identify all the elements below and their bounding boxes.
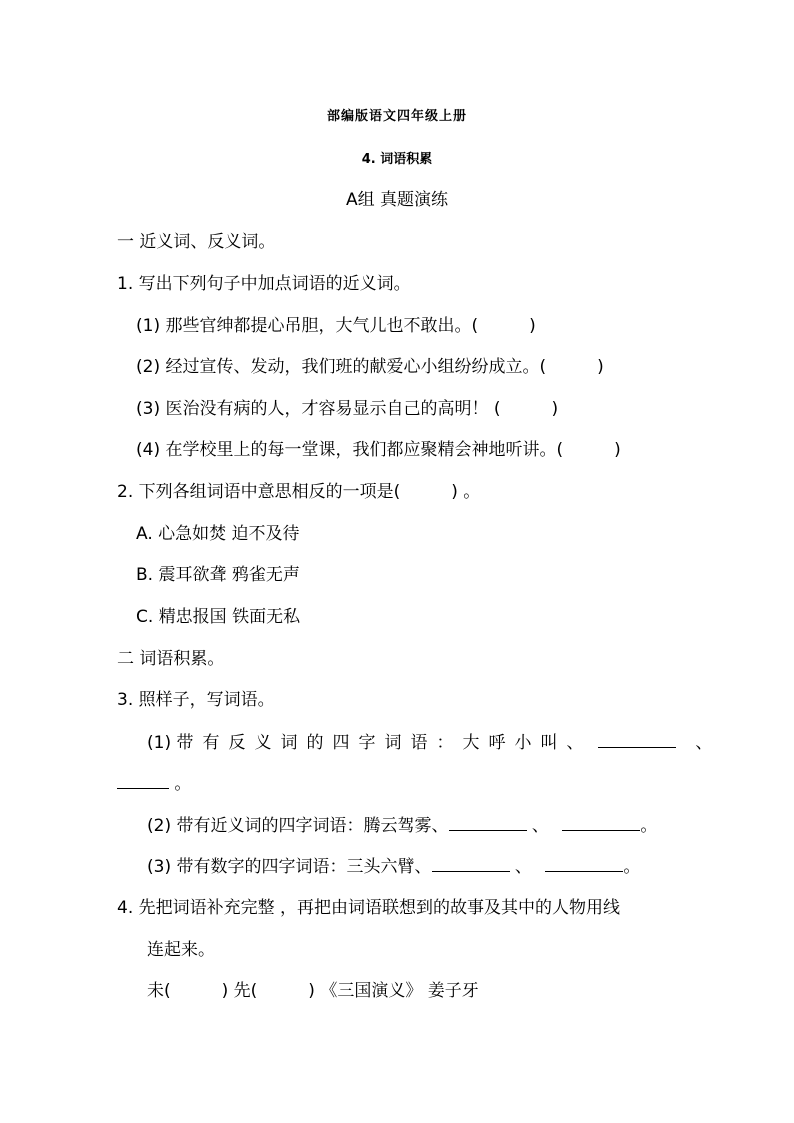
q3-item-3 — [147, 855, 640, 878]
q4-prompt-line-2: 连起来。 — [147, 940, 215, 960]
q1-item-1-num: (1) — [136, 316, 161, 336]
q3-item-2-num: (2) — [147, 816, 172, 836]
q2-option-b — [136, 564, 300, 586]
q1-item-2-text: 经过宣传、发动，我们班的献爱心小组纷纷成立。( ) — [165, 357, 604, 377]
q2-option-a-text: 心急如焚 迫不及待 — [158, 524, 300, 544]
q3-item-1-text: 带有反义词的四字词语：大呼小叫、 — [176, 733, 593, 753]
q3-prompt: 3. 照样子，写词语。 — [117, 690, 275, 710]
q3-item-3-blank-2[interactable] — [545, 855, 623, 872]
q1-item-3-text: 医治没有病的人，才容易显示自己的高明！ ( ) — [165, 399, 559, 419]
q3-item-1-continued — [117, 772, 191, 795]
q3-item-2-text: 带有近义词的四字词语：腾云驾雾、 — [176, 816, 449, 836]
q2-prompt: 2. 下列各组词语中意思相反的一项是( ) 。 — [117, 482, 481, 502]
q2-option-b-text: 震耳欲聋 鸦雀无声 — [158, 565, 300, 585]
q3-item-1-blank-1[interactable] — [598, 731, 676, 748]
q3-item-2-end: 。 — [640, 816, 658, 836]
q3-item-2-separator: 、 — [531, 816, 549, 836]
q3-item-2-blank-2[interactable] — [562, 814, 640, 831]
q1-item-4 — [136, 439, 621, 461]
q3-item-3-text: 带有数字的四字词语：三头六臂、 — [176, 857, 432, 877]
q2-option-b-label: B. — [136, 565, 154, 585]
document-title: 部编版语文四年级上册 — [326, 109, 467, 124]
lesson-title: 4. 词语积累 — [361, 152, 433, 167]
q3-item-1 — [147, 731, 712, 754]
q3-item-2-blank-1[interactable] — [449, 814, 527, 831]
q3-item-3-end: 。 — [623, 857, 641, 877]
q2-option-a — [136, 523, 300, 545]
q3-item-1-separator: 、 — [695, 733, 713, 753]
q1-item-3-num: (3) — [136, 399, 161, 419]
q1-item-3 — [136, 398, 558, 420]
group-heading: A组 真题演练 — [345, 190, 449, 210]
q1-item-4-text: 在学校里上的每一堂课，我们都应聚精会神地听讲。( ) — [165, 440, 621, 460]
q3-item-1-num: (1) — [147, 733, 172, 753]
q2-option-a-label: A. — [136, 524, 153, 544]
q1-item-1 — [136, 315, 536, 337]
q2-option-c — [136, 606, 300, 628]
q1-item-1-text: 那些官绅都提心吊胆，大气儿也不敢出。( ) — [165, 316, 536, 336]
q4-prompt-line-1: 4. 先把词语补充完整 ，再把由词语联想到的故事及其中的人物用线 — [117, 898, 621, 918]
q3-item-3-separator: 、 — [514, 857, 532, 877]
section1-heading: 一 近义词、反义词。 — [117, 232, 276, 252]
q2-option-c-text: 精忠报国 铁面无私 — [158, 607, 301, 627]
q1-item-4-num: (4) — [136, 440, 161, 460]
q1-prompt: 1. 写出下列句子中加点词语的近义词。 — [117, 274, 411, 294]
q3-item-1-end: 。 — [174, 774, 192, 794]
q3-item-1-blank-2[interactable] — [117, 772, 169, 789]
q2-option-c-label: C. — [136, 607, 154, 627]
q3-item-2 — [147, 814, 657, 837]
q4-matching-row: 未( ) 先( ) 《三国演义》 姜子牙 — [147, 981, 479, 1001]
q1-item-2 — [136, 356, 604, 378]
q1-item-2-num: (2) — [136, 357, 161, 377]
q3-item-3-num: (3) — [147, 857, 172, 877]
section2-heading: 二 词语积累。 — [117, 649, 225, 669]
q3-item-3-blank-1[interactable] — [432, 855, 510, 872]
